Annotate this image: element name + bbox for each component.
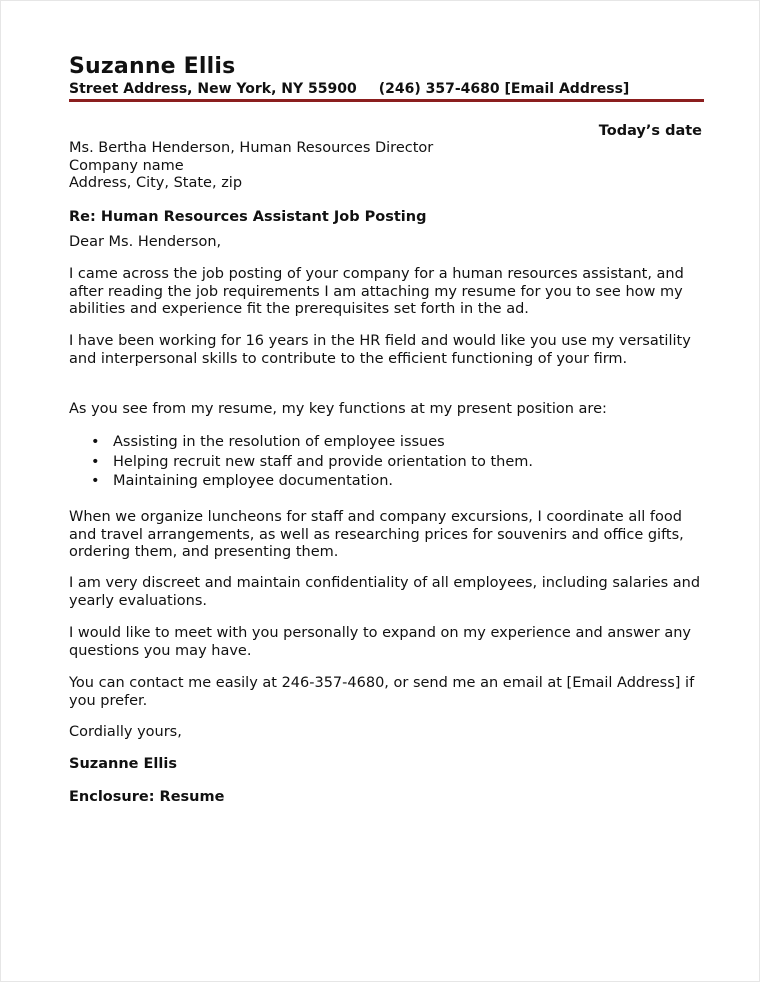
sender-name: Suzanne Ellis — [69, 54, 236, 79]
paragraph-confidentiality: I am very discreet and maintain confidentiality of all employees, including salaries and yearly evaluations. — [69, 575, 701, 609]
header-divider — [69, 99, 704, 102]
paragraph-intro: I came across the job posting of your company for a human resources assistant, and after reading the job requirements I am attaching my resume for you to see how my abilities and experience fit the prerequisites set forth in the ad. — [69, 266, 684, 317]
list-item: • Maintaining employee documentation. — [69, 472, 533, 492]
sender-phone: (246) 357-4680 — [378, 81, 500, 97]
salutation: Dear Ms. Henderson, — [69, 234, 222, 250]
sender-street-address: Street Address, New York, NY 55900 — [69, 81, 357, 97]
bullet-icon: • — [91, 473, 100, 489]
signature-name: Suzanne Ellis — [69, 756, 177, 772]
list-item: • Helping recruit new staff and provide orientation to them. — [69, 453, 533, 473]
paragraph-arrangements: When we organize luncheons for staff and company excursions, I coordinate all food and travel arrangements, as well as researching prices for souvenirs and office gifts, ordering them, and presenting them. — [69, 509, 684, 560]
subject-line: Re: Human Resources Assistant Job Posting — [69, 209, 427, 225]
sender-email: [Email Address] — [504, 81, 630, 97]
key-functions-list — [69, 433, 533, 492]
paragraph-key-functions: As you see from my resume, my key functions at my present position are: — [69, 401, 607, 417]
sender-contact-line — [69, 81, 629, 97]
list-item: • Assisting in the resolution of employee issues — [69, 433, 533, 453]
paragraph-meeting: I would like to meet with you personally to expand on my experience and answer any questions you may have. — [69, 625, 691, 659]
paragraph-experience: I have been working for 16 years in the HR field and would like you use my versatility and interpersonal skills to contribute to the efficient functioning of your firm. — [69, 333, 691, 367]
recipient-block — [69, 140, 709, 193]
recipient-name-title: Ms. Bertha Henderson, Human Resources Director — [69, 140, 434, 156]
closing: Cordially yours, — [69, 724, 182, 740]
enclosure-note: Enclosure: Resume — [69, 789, 225, 805]
bullet-icon: • — [91, 434, 100, 450]
paragraph-contact: You can contact me easily at 246-357-4680, or send me an email at [Email Address] if you prefer. — [69, 675, 695, 709]
recipient-company: Company name — [69, 157, 184, 174]
letter-date: Today’s date — [598, 123, 702, 139]
recipient-address: Address, City, State, zip — [69, 175, 243, 191]
bullet-icon: • — [91, 453, 100, 470]
